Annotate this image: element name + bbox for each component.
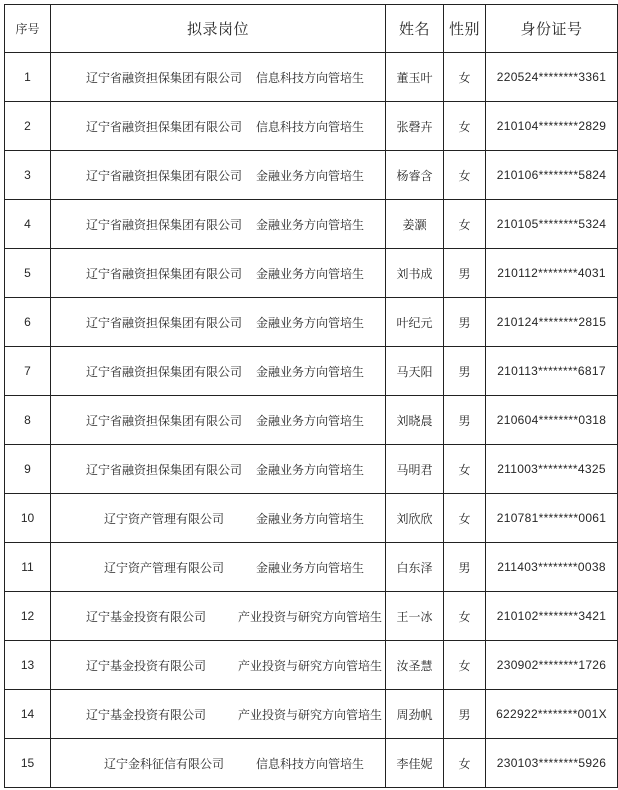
cell-position xyxy=(51,53,386,102)
cell-serial-number: 11 xyxy=(5,543,51,592)
cell-serial-number: 2 xyxy=(5,102,51,151)
company-name: 辽宁资产管理有限公司 xyxy=(103,560,224,575)
table-row xyxy=(5,151,618,200)
company-name: 辽宁基金投资有限公司 xyxy=(85,609,206,624)
table-row xyxy=(5,200,618,249)
cell-gender: 女 xyxy=(444,200,486,249)
cell-position xyxy=(51,494,386,543)
position-title: 金融业务方向管培生 xyxy=(255,413,364,428)
cell-serial-number: 7 xyxy=(5,347,51,396)
cell-gender: 男 xyxy=(444,298,486,347)
cell-name: 白东泽 xyxy=(386,543,444,592)
cell-serial-number: 15 xyxy=(5,739,51,788)
cell-name: 董玉叶 xyxy=(386,53,444,102)
table-row xyxy=(5,445,618,494)
cell-gender: 女 xyxy=(444,53,486,102)
cell-id-number: 210124********2815 xyxy=(486,298,618,347)
cell-name: 周劲帆 xyxy=(386,690,444,739)
cell-id-number: 622922********001X xyxy=(486,690,618,739)
cell-name: 姜灏 xyxy=(386,200,444,249)
table-row xyxy=(5,739,618,788)
company-name: 辽宁省融资担保集团有限公司 xyxy=(85,364,242,379)
cell-serial-number: 5 xyxy=(5,249,51,298)
cell-id-number: 210604********0318 xyxy=(486,396,618,445)
cell-name: 李佳妮 xyxy=(386,739,444,788)
cell-position xyxy=(51,739,386,788)
header-position: 拟录岗位 xyxy=(51,5,386,53)
cell-position xyxy=(51,543,386,592)
cell-position xyxy=(51,445,386,494)
cell-gender: 男 xyxy=(444,543,486,592)
cell-position xyxy=(51,641,386,690)
cell-id-number: 210113********6817 xyxy=(486,347,618,396)
cell-position xyxy=(51,396,386,445)
cell-serial-number: 13 xyxy=(5,641,51,690)
header-gender: 性别 xyxy=(444,5,486,53)
cell-position xyxy=(51,200,386,249)
table-row xyxy=(5,592,618,641)
company-name: 辽宁省融资担保集团有限公司 xyxy=(85,217,242,232)
cell-gender: 女 xyxy=(444,739,486,788)
cell-name: 张磬卉 xyxy=(386,102,444,151)
cell-gender: 女 xyxy=(444,592,486,641)
cell-id-number: 211403********0038 xyxy=(486,543,618,592)
cell-gender: 女 xyxy=(444,445,486,494)
cell-gender: 男 xyxy=(444,249,486,298)
recruitment-table xyxy=(4,4,618,788)
cell-name: 刘欣欣 xyxy=(386,494,444,543)
company-name: 辽宁省融资担保集团有限公司 xyxy=(85,70,242,85)
cell-gender: 男 xyxy=(444,690,486,739)
cell-id-number: 210112********4031 xyxy=(486,249,618,298)
table-row xyxy=(5,494,618,543)
cell-name: 刘书成 xyxy=(386,249,444,298)
header-name: 姓名 xyxy=(386,5,444,53)
position-title: 信息科技方向管培生 xyxy=(255,70,364,85)
cell-id-number: 230103********5926 xyxy=(486,739,618,788)
cell-serial-number: 14 xyxy=(5,690,51,739)
cell-id-number: 220524********3361 xyxy=(486,53,618,102)
position-title: 金融业务方向管培生 xyxy=(255,315,364,330)
cell-name: 马天阳 xyxy=(386,347,444,396)
cell-id-number: 211003********4325 xyxy=(486,445,618,494)
cell-name: 刘晓晨 xyxy=(386,396,444,445)
cell-position xyxy=(51,347,386,396)
cell-name: 叶纪元 xyxy=(386,298,444,347)
cell-serial-number: 10 xyxy=(5,494,51,543)
table-row xyxy=(5,641,618,690)
header-id-number: 身份证号 xyxy=(486,5,618,53)
position-title: 金融业务方向管培生 xyxy=(255,511,364,526)
cell-serial-number: 9 xyxy=(5,445,51,494)
company-name: 辽宁基金投资有限公司 xyxy=(85,658,206,673)
company-name: 辽宁基金投资有限公司 xyxy=(85,707,206,722)
table-row xyxy=(5,53,618,102)
cell-position xyxy=(51,249,386,298)
cell-id-number: 230902********1726 xyxy=(486,641,618,690)
table-row xyxy=(5,347,618,396)
table-row xyxy=(5,102,618,151)
position-title: 产业投资与研究方向管培生 xyxy=(237,707,382,722)
cell-gender: 女 xyxy=(444,494,486,543)
cell-gender: 女 xyxy=(444,151,486,200)
cell-id-number: 210104********2829 xyxy=(486,102,618,151)
cell-serial-number: 3 xyxy=(5,151,51,200)
position-title: 金融业务方向管培生 xyxy=(255,462,364,477)
cell-serial-number: 1 xyxy=(5,53,51,102)
cell-id-number: 210105********5324 xyxy=(486,200,618,249)
cell-position xyxy=(51,592,386,641)
cell-name: 王一冰 xyxy=(386,592,444,641)
position-title: 产业投资与研究方向管培生 xyxy=(237,609,382,624)
position-title: 信息科技方向管培生 xyxy=(255,119,364,134)
position-title: 金融业务方向管培生 xyxy=(255,217,364,232)
company-name: 辽宁省融资担保集团有限公司 xyxy=(85,462,242,477)
position-title: 产业投资与研究方向管培生 xyxy=(237,658,382,673)
position-title: 信息科技方向管培生 xyxy=(255,756,364,771)
cell-name: 马明君 xyxy=(386,445,444,494)
cell-serial-number: 4 xyxy=(5,200,51,249)
header-serial-number: 序号 xyxy=(5,5,51,53)
position-title: 金融业务方向管培生 xyxy=(255,560,364,575)
table-row xyxy=(5,249,618,298)
table-row xyxy=(5,543,618,592)
cell-position xyxy=(51,102,386,151)
cell-name: 杨睿含 xyxy=(386,151,444,200)
cell-position xyxy=(51,298,386,347)
position-title: 金融业务方向管培生 xyxy=(255,266,364,281)
company-name: 辽宁省融资担保集团有限公司 xyxy=(85,266,242,281)
header-row xyxy=(5,5,618,53)
cell-id-number: 210102********3421 xyxy=(486,592,618,641)
company-name: 辽宁省融资担保集团有限公司 xyxy=(85,315,242,330)
cell-gender: 男 xyxy=(444,396,486,445)
cell-id-number: 210106********5824 xyxy=(486,151,618,200)
company-name: 辽宁金科征信有限公司 xyxy=(103,756,224,771)
cell-gender: 女 xyxy=(444,102,486,151)
table-row xyxy=(5,690,618,739)
cell-position xyxy=(51,151,386,200)
cell-serial-number: 12 xyxy=(5,592,51,641)
cell-gender: 男 xyxy=(444,347,486,396)
cell-position xyxy=(51,690,386,739)
cell-serial-number: 6 xyxy=(5,298,51,347)
table-row xyxy=(5,298,618,347)
company-name: 辽宁省融资担保集团有限公司 xyxy=(85,119,242,134)
position-title: 金融业务方向管培生 xyxy=(255,364,364,379)
company-name: 辽宁省融资担保集团有限公司 xyxy=(85,413,242,428)
company-name: 辽宁资产管理有限公司 xyxy=(103,511,224,526)
position-title: 金融业务方向管培生 xyxy=(255,168,364,183)
cell-name: 汝圣慧 xyxy=(386,641,444,690)
cell-id-number: 210781********0061 xyxy=(486,494,618,543)
cell-gender: 女 xyxy=(444,641,486,690)
company-name: 辽宁省融资担保集团有限公司 xyxy=(85,168,242,183)
cell-serial-number: 8 xyxy=(5,396,51,445)
table-row xyxy=(5,396,618,445)
